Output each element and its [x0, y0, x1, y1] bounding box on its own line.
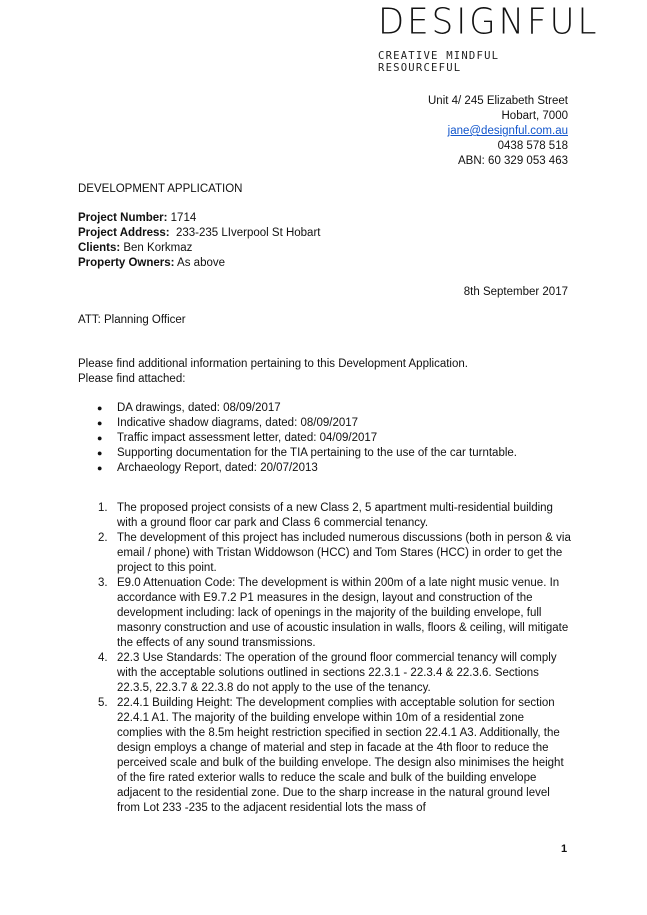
- attached-heading: Please find attached:: [78, 373, 186, 385]
- list-item: ● DA drawings, dated: 08/09/2017: [78, 401, 548, 416]
- project-address-value: 233-235 LIverpool St Hobart: [169, 227, 321, 239]
- project-number: [78, 211, 196, 226]
- sender-address: [428, 94, 568, 169]
- item-text: 22.4.1 Building Height: The development complies with acceptable solution for section 22.4.1 A1. The majority of the building envelope within 10m of a residential zone complies with the 8.5m height restriction specified in section 22.4.1 A3. Additionally, the design employs a change of material and step in facade at the 4th floor to reduce the perceived scale and bulk of the building envelope. The design also minimises the height of the fire rated exterior walls to reduce the scale and bulk of the building envelope adjacent to the residential zone. Due to the sharp increase in the natural ground level from Lot 233 -235 to the adjacent residential lots the mass of: [117, 697, 564, 814]
- list-item: [78, 696, 572, 816]
- item-number: 4.: [98, 652, 108, 664]
- clients-value: Ben Korkmaz: [120, 242, 193, 254]
- attachments-list: [78, 401, 548, 476]
- intro-paragraph: Please find additional information pertaining to this Development Application.: [78, 358, 468, 370]
- list-item: ● Traffic impact assessment letter, dated: 04/09/2017: [78, 431, 548, 446]
- address-abn: ABN: 60 329 053 463: [458, 155, 568, 167]
- project-address-label: Project Address:: [78, 227, 170, 239]
- document-heading: DEVELOPMENT APPLICATION: [78, 183, 243, 195]
- clients-label: Clients:: [78, 242, 121, 254]
- logo-wordmark: DESIGNFUL: [378, 1, 600, 44]
- project-number-label: Project Number:: [78, 212, 168, 224]
- points-list: [78, 501, 572, 816]
- list-item: [78, 651, 572, 696]
- owners-label: Property Owners:: [78, 257, 175, 269]
- list-item: ● Supporting documentation for the TIA pertaining to the use of the car turntable.: [78, 446, 548, 461]
- attention-line: ATT: Planning Officer: [78, 314, 186, 326]
- logo-tagline: CREATIVE MINDFUL RESOURCEFUL: [378, 50, 500, 74]
- project-clients: [78, 241, 192, 256]
- item-number: 5.: [98, 697, 108, 709]
- property-owners: [78, 256, 225, 271]
- address-city: Hobart, 7000: [501, 110, 568, 122]
- list-item: [78, 576, 572, 651]
- address-phone: 0438 578 518: [497, 140, 568, 152]
- item-text: The development of this project has included numerous discussions (both in person & via email / phone) with Tristan Widdowson (HCC) and Tom Stares (HCC) in order to get the project to this point.: [117, 532, 571, 574]
- item-text: The proposed project consists of a new Class 2, 5 apartment multi-residential building with a ground floor car park and Class 6 commercial tenancy.: [117, 502, 553, 529]
- owners-value: As above: [174, 257, 226, 269]
- list-item: ● Archaeology Report, dated: 20/07/2013: [78, 461, 548, 476]
- project-number-value: 1714: [167, 212, 197, 224]
- item-number: 2.: [98, 532, 108, 544]
- item-number: 1.: [98, 502, 108, 514]
- list-item: ● Indicative shadow diagrams, dated: 08/09/2017: [78, 416, 548, 431]
- list-item: [78, 501, 572, 531]
- project-address: [78, 226, 320, 241]
- page-number: 1: [561, 843, 568, 855]
- list-item: [78, 531, 572, 576]
- address-street: Unit 4/ 245 Elizabeth Street: [428, 95, 568, 107]
- designful-logo: [378, 1, 600, 74]
- letter-date: 8th September 2017: [463, 286, 568, 298]
- item-text: E9.0 Attenuation Code: The development is within 200m of a late night music venue. In accordance with E9.7.2 P1 measures in the design, layout and construction of the development including: lack of openings in the majority of the building envelope, full masonry construction and use of acoustic insulation in walls, floors & ceiling, will mitigate the effects of any sound transmissions.: [117, 577, 569, 649]
- item-number: 3.: [98, 577, 108, 589]
- item-text: 22.3 Use Standards: The operation of the ground floor commercial tenancy will comply with the acceptable solutions outlined in sections 22.3.1 - 22.3.4 & 22.3.6. Sections 22.3.5, 22.3.7 & 22.3.8 do not apply to the use of the tenancy.: [117, 652, 557, 694]
- email-link[interactable]: jane@designful.com.au: [447, 125, 568, 137]
